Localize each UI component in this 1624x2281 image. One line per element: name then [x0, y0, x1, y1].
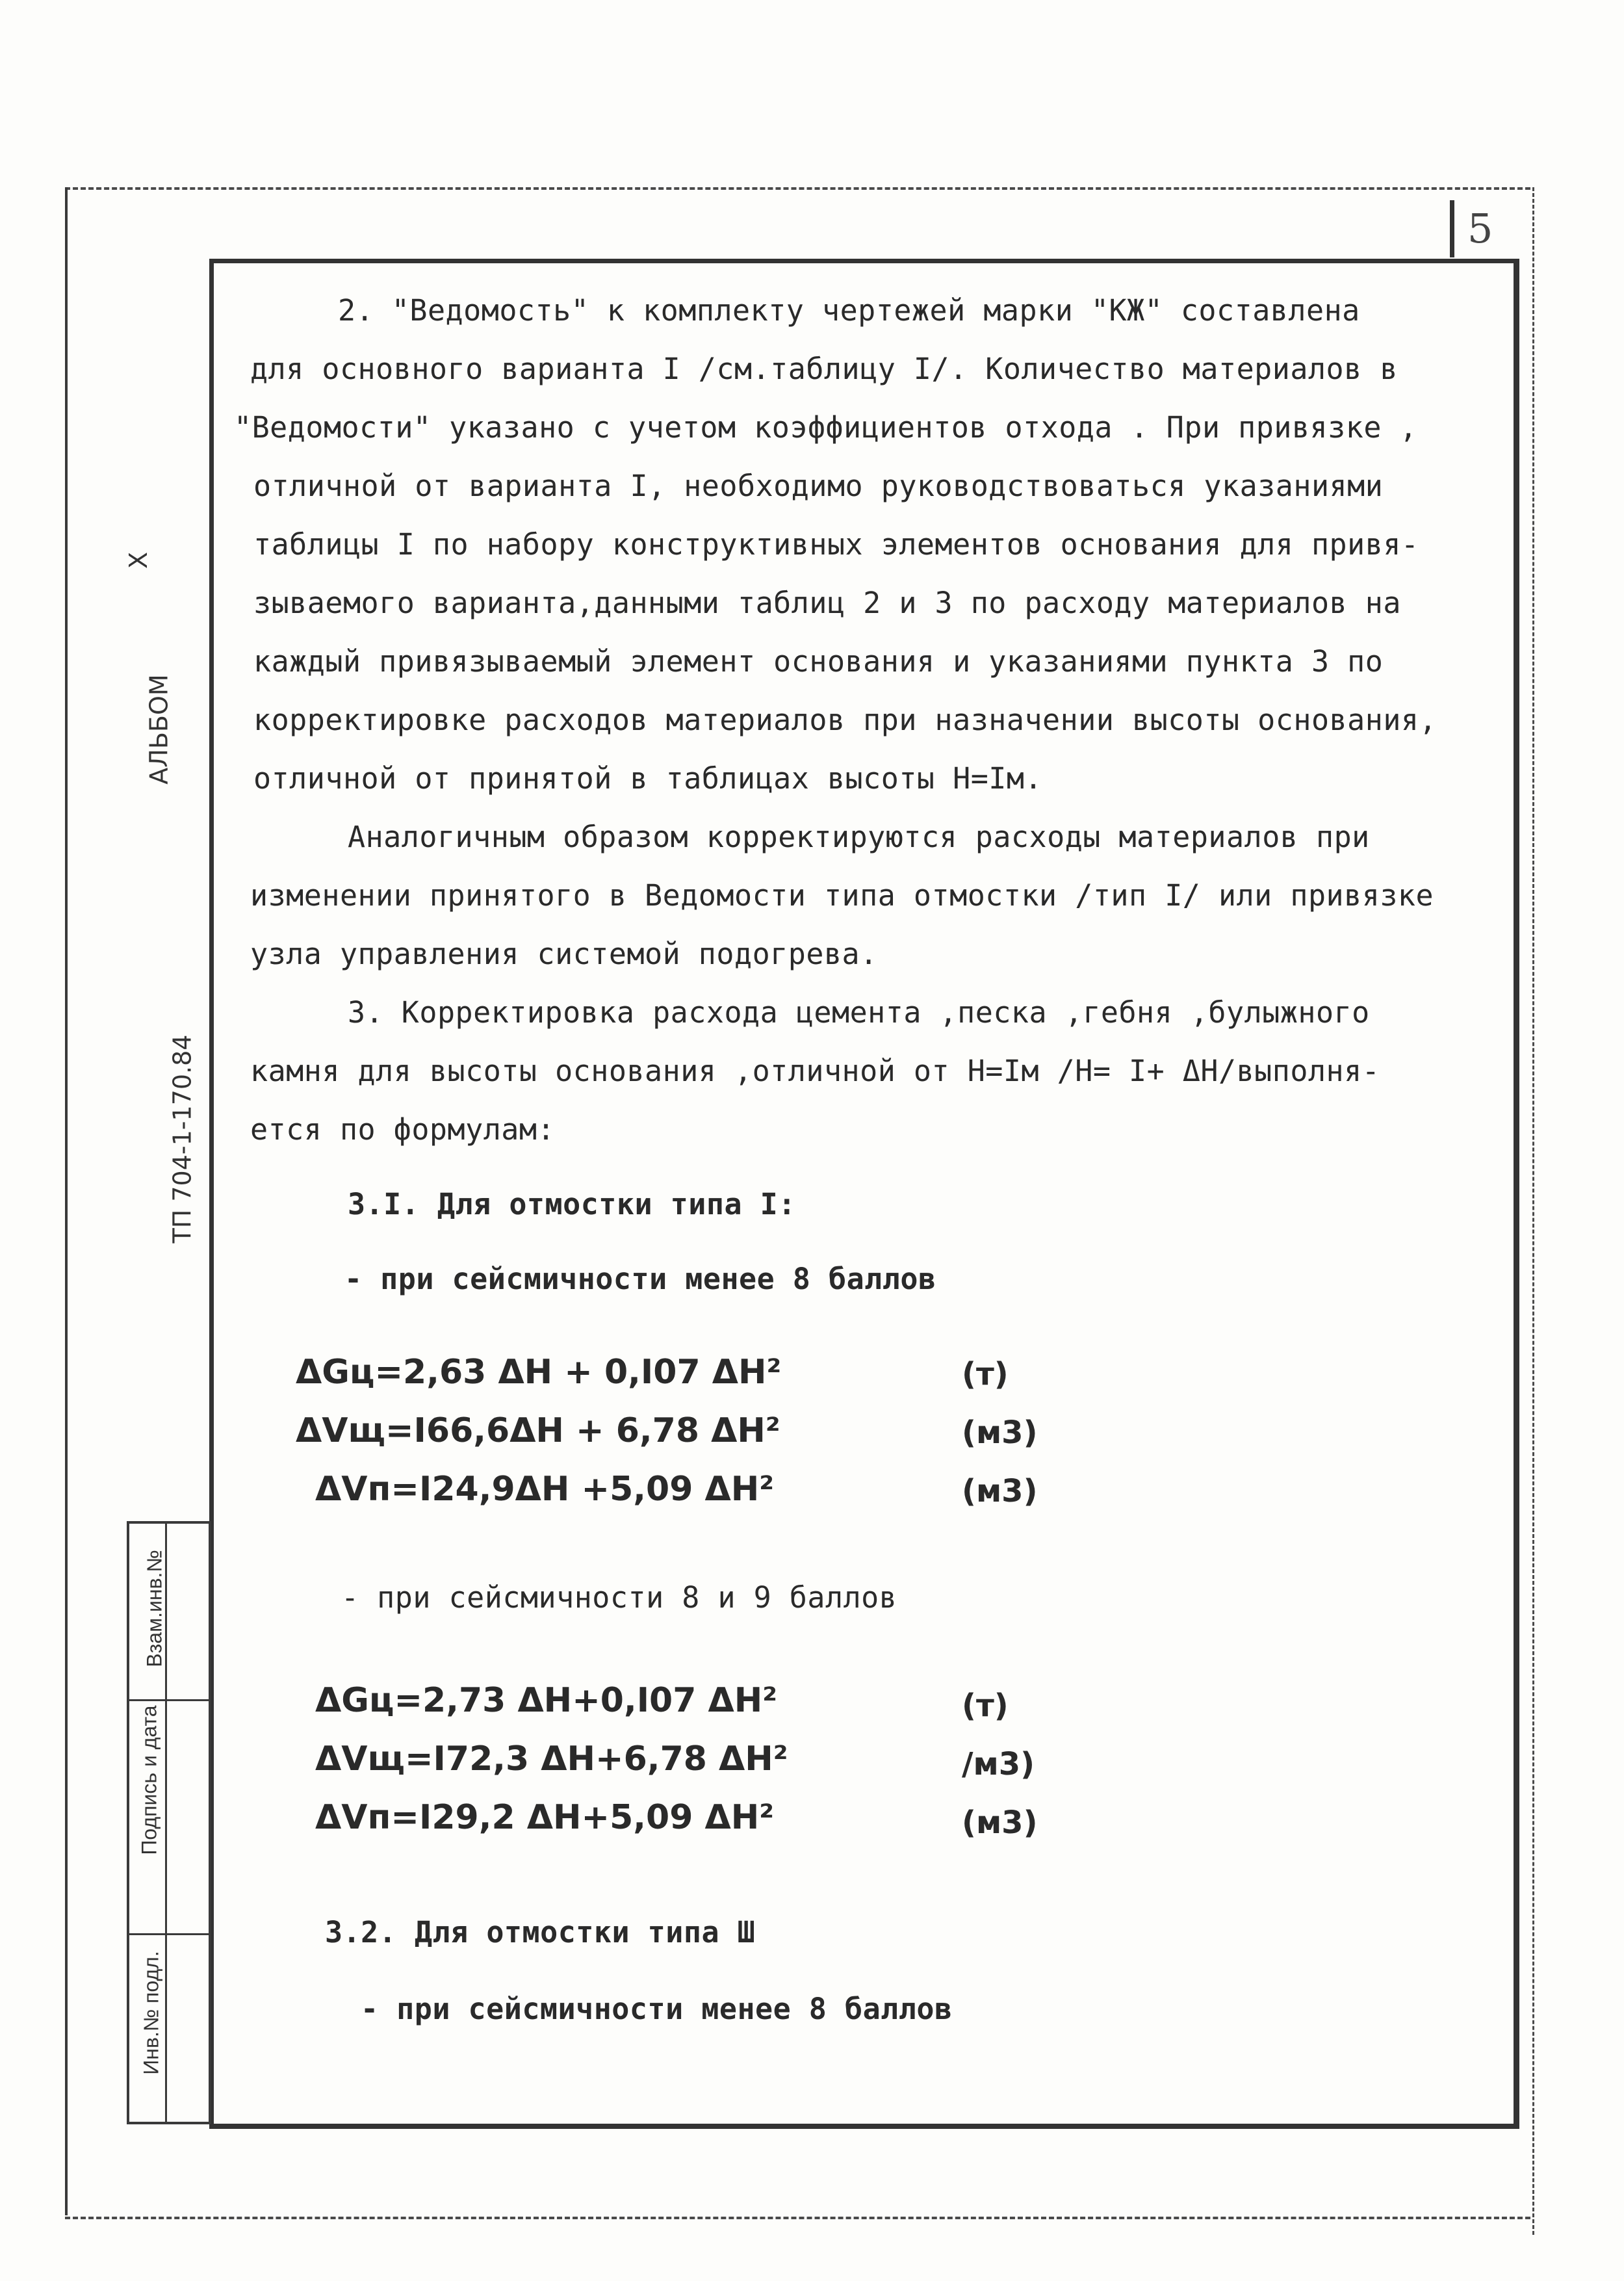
section-heading-3-2: 3.2. Для отмостки типа Ш — [325, 1915, 756, 1949]
text-line: для основного варианта I /см.таблицу I/. Количество материалов в — [250, 352, 1398, 386]
text-line: изменении принятого в Ведомости типа отмостки /тип I/ или привязке — [250, 878, 1434, 913]
stamp-label-inv-original: Инв.№ подл. — [139, 1951, 163, 2075]
text-line: таблицы I по набору конструктивных элементов основания для привя- — [253, 527, 1419, 562]
sheet-border-bottom — [65, 2217, 1530, 2219]
sheet-border-right — [1532, 187, 1534, 2235]
text-line: Аналогичным образом корректируются расходы материалов при — [348, 820, 1370, 854]
page-number: 5 — [1467, 205, 1493, 252]
section-heading-3-1: 3.I. Для отмостки типа I: — [348, 1187, 796, 1221]
formula: ΔVщ=I72,3 ΔH+6,78 ΔH² — [315, 1740, 788, 1779]
side-album-label: АЛЬБОМ — [144, 674, 174, 785]
side-code-label: ТП 704-1-170.84 — [168, 1034, 197, 1244]
text-line: ется по формулам: — [250, 1112, 556, 1147]
formula-unit: (т) — [962, 1688, 1009, 1724]
side-album-number: X — [124, 551, 153, 569]
text-line: "Ведомости" указано с учетом коэффициентов отхода . При привязке , — [234, 410, 1418, 445]
text-line: каждый привязываемый элемент основания и указаниями пункта 3 по — [253, 644, 1384, 679]
formula-unit: (т) — [962, 1356, 1009, 1392]
case-label: - при сейсмичности менее 8 баллов — [344, 1262, 936, 1296]
stamp-label-signature-date: Подпись и дата — [137, 1705, 161, 1855]
formula: ΔVп=I24,9ΔH +5,09 ΔH² — [315, 1470, 775, 1509]
stamp-row-divider — [129, 1933, 209, 1935]
text-line: отличной от принятой в таблицах высоты Н=Iм. — [253, 761, 1043, 796]
formula-unit: (м3) — [962, 1473, 1038, 1509]
formula-unit: /м3) — [962, 1746, 1035, 1782]
text-line: 3. Корректировка расхода цемента ,песка ,гебня ,булыжного — [348, 995, 1370, 1030]
stamp-row-divider — [129, 1699, 209, 1701]
sheet-border-top — [65, 187, 1530, 190]
formula: ΔVщ=I66,6ΔH + 6,78 ΔH² — [296, 1411, 780, 1450]
formula-unit: (м3) — [962, 1805, 1038, 1841]
text-line: корректировке расходов материалов при назначении высоты основания, — [253, 703, 1437, 737]
case-label: - при сейсмичности менее 8 баллов — [361, 1992, 953, 2026]
sheet-border-left — [65, 187, 68, 2215]
formula: ΔVп=I29,2 ΔH+5,09 ΔH² — [315, 1798, 775, 1837]
text-line: 2. "Ведомость" к комплекту чертежей марки "КЖ" составлена — [338, 293, 1360, 328]
stamp-label-replace-inv: Взам.инв.№ — [142, 1550, 166, 1667]
text-line: узла управления системой подогрева. — [250, 937, 878, 971]
text-line: зываемого варианта,данными таблиц 2 и 3 по расходу материалов на — [253, 586, 1401, 620]
formula: ΔGц=2,73 ΔH+0,I07 ΔH² — [315, 1681, 778, 1720]
formula: ΔGц=2,63 ΔH + 0,I07 ΔH² — [296, 1353, 782, 1392]
case-label: - при сейсмичности 8 и 9 баллов — [341, 1580, 897, 1615]
text-line: камня для высоты основания ,отличной от Н=Iм /Н= I+ ΔH/выполня- — [250, 1054, 1380, 1088]
formula-unit: (м3) — [962, 1414, 1038, 1451]
text-line: отличной от варианта I, необходимо руководствоваться указаниями — [253, 469, 1384, 503]
